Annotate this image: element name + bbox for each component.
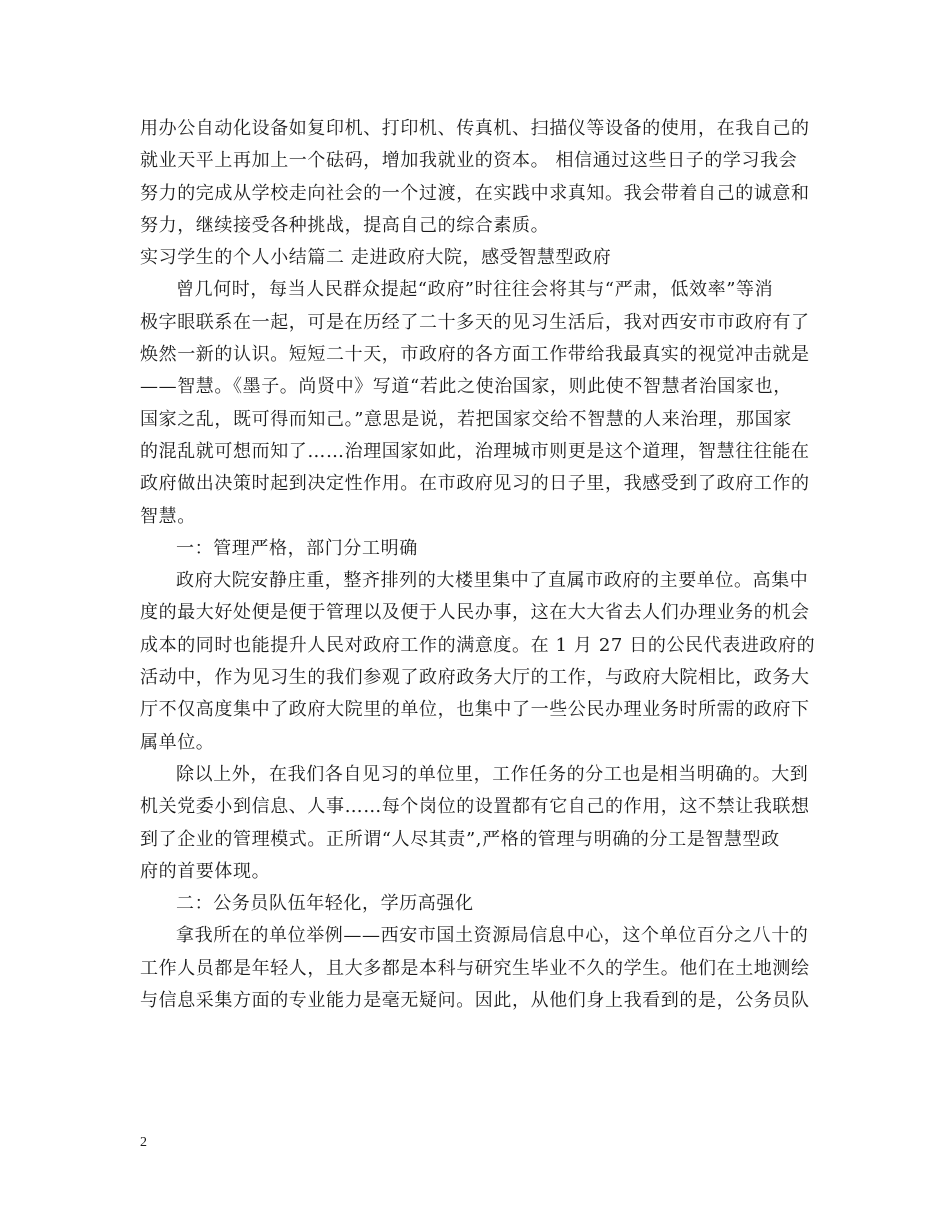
text-line: 除以上外，在我们各自见习的单位里，工作任务的分工也是相当明确的。大到 [176, 763, 809, 785]
text-line: 的混乱就可想而知了……治理国家如此，治理城市则更是这个道理，智慧往往能在 [140, 440, 810, 462]
text-line: 拿我所在的单位举例——西安市国土资源局信息中心，这个单位百分之八十的 [176, 925, 809, 947]
text-line: 就业天平上再加上一个砝码，增加我就业的资本。 相信通过这些日子的学习我会 [140, 150, 798, 172]
text-line: 到了企业的管理模式。正所谓“人尽其责”,严格的管理与明确的分工是智慧型政 [140, 828, 780, 850]
document-body [140, 113, 815, 1017]
text-line: 焕然一新的认识。短短二十天，市政府的各方面工作带给我最真实的视觉冲击就是 [140, 344, 810, 366]
text-line: 曾几何时，每当人民群众提起“政府”时往往会将其与“严肃，低效率”等消 [176, 279, 774, 301]
text-line: 二：公务员队伍年轻化，学历高强化 [176, 893, 474, 915]
text-line: 一：管理严格，部门分工明确 [176, 537, 418, 559]
page-number: 2 [140, 1135, 147, 1150]
text-line: 智慧。 [140, 505, 196, 527]
text-line: 度的最大好处便是便于管理以及便于人民办事，这在大大省去人们办理业务的机会 [140, 602, 810, 624]
text-line: 与信息采集方面的专业能力是毫无疑问。因此，从他们身上我看到的是，公务员队 [140, 990, 810, 1012]
text-line: 国家之乱，既可得而知己。”意思是说，若把国家交给不智慧的人来治理，那国家 [140, 408, 792, 430]
text-line: 政府大院安静庄重，整齐排列的大楼里集中了直属市政府的主要单位。高集中 [176, 570, 809, 592]
text-line: 成本的同时也能提升人民对政府工作的满意度。在 1 月 27 日的公民代表进政府的 [140, 634, 816, 656]
text-line: 用办公自动化设备如复印机、打印机、传真机、扫描仪等设备的使用，在我自己的 [140, 118, 810, 139]
text-line: 政府做出决策时起到决定性作用。在市政府见习的日子里，我感受到了政府工作的 [140, 473, 810, 495]
text-line: 厅不仅高度集中了政府大院里的单位，也集中了一些公民办理业务时所需的政府下 [140, 699, 810, 721]
text-line: 府的首要体现。 [140, 860, 271, 882]
text-line: ——智慧。《墨子。尚贤中》写道“若此之使治国家，则此使不智慧者治国家也， [140, 376, 792, 398]
text-line: 活动中，作为见习生的我们参观了政府政务大厅的工作，与政府大院相比，政务大 [140, 667, 810, 689]
text-line: 机关党委小到信息、人事……每个岗位的设置都有它自己的作用，这不禁让我联想 [140, 796, 810, 818]
text-line: 实习学生的个人小结篇二 走进政府大院，感受智慧型政府 [140, 247, 612, 269]
text-line: 努力的完成从学校走向社会的一个过渡，在实践中求真知。我会带着自己的诚意和 [140, 182, 810, 204]
text-line: 属单位。 [140, 731, 215, 753]
text-line: 工作人员都是年轻人，且大多都是本科与研究生毕业不久的学生。他们在土地测绘 [140, 957, 810, 979]
text-line: 努力，继续接受各种挑战，提高自己的综合素质。 [140, 214, 550, 236]
text-line: 极字眼联系在一起，可是在历经了二十多天的见习生活后，我对西安市市政府有了 [140, 311, 810, 333]
